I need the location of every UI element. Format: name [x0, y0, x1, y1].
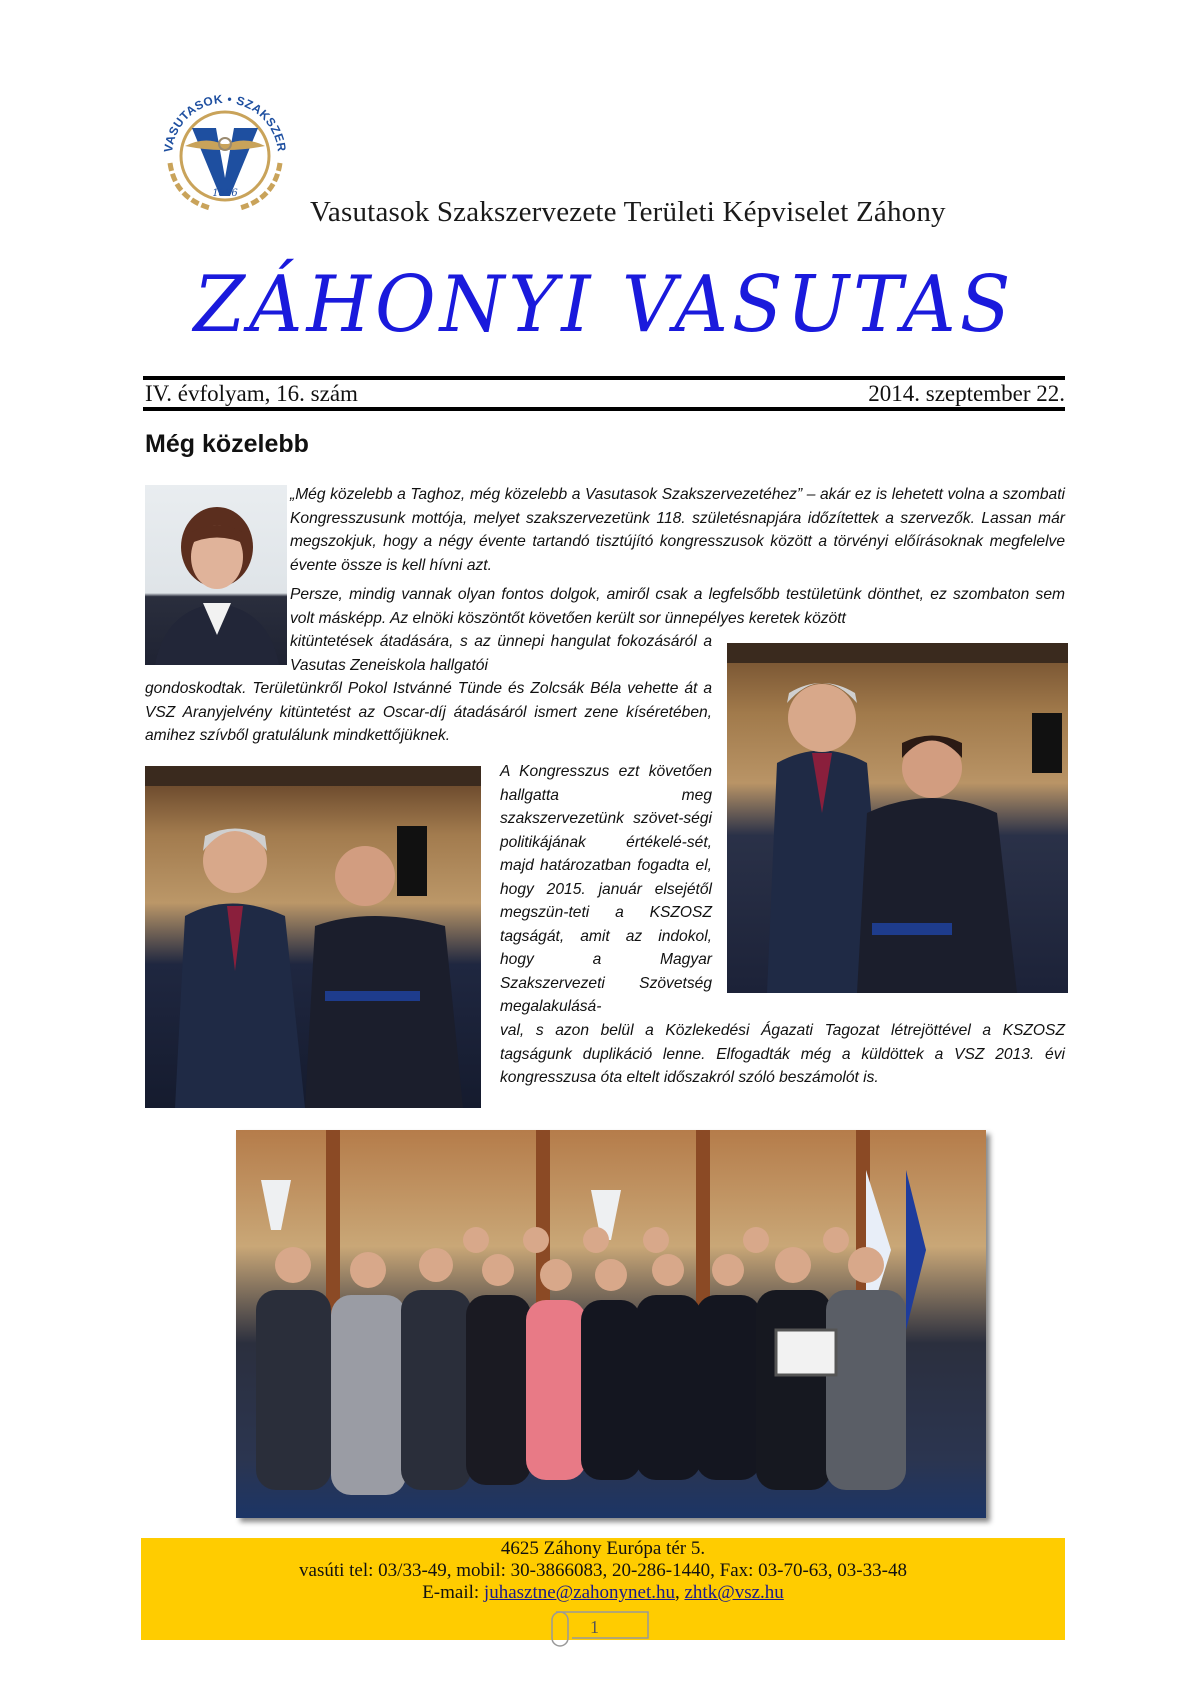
article-paragraph-2-end: gondoskodtak. Területünkről Pokol Istvánné Tünde és Zolcsák Béla vehette át a VSZ Aranyjelvény kitüntetést az Oscar-díj átadásáról ismert zene kíséretében, amihez szívből gratulálunk mindkettőjüknek. [145, 680, 712, 744]
footer-phones: vasúti tel: 03/33-49, mobil: 30-3866083, 20-286-1440, Fax: 03-70-63, 03-33-48 [299, 1560, 907, 1581]
article-paragraph-1: „Még közelebb a Taghoz, még közelebb a Vasutasok Szakszervezetéhez” – akár ez is lehetett volna a szombati Kongresszusunk mottója, melyet szakszervezetünk 118. születésnapjára időzítettek a szervezők. Lassan már megszokjuk, hogy a négy évente tartandó tisztújító kongresszusok között a törvényi előírásoknak megfelelve évente össze is kell hívni azt. [290, 486, 1065, 574]
organization-name: Vasutasok Szakszervezete Területi Képviselet Záhony [310, 196, 946, 228]
article-title: Még közelebb [145, 430, 309, 458]
issue-number: IV. évfolyam, 16. szám [145, 381, 358, 406]
group-photo-figures [236, 1130, 986, 1518]
union-logo-emblem [150, 78, 300, 218]
header-rule-bottom [143, 407, 1065, 411]
article-paragraph-2: Persze, mindig vannak olyan fontos dolgok, amiről csak a legfelsőbb testületünk dönthet, ez szombaton sem volt másképp. Az elnöki köszöntőt követően került sor ünnepélyes keretek között [290, 586, 1065, 627]
page-number-scroll-icon [548, 1608, 654, 1648]
portrait-figure [145, 485, 287, 665]
award-photo-right [727, 643, 1068, 993]
article-paragraph-2-cont: kitüntetések átadására, s az ünnepi hangulat fokozásáról a Vasutas Zeneiskola hallgatói [290, 633, 712, 674]
page-number: 1 [590, 1617, 599, 1637]
logo-year: 1896 [212, 188, 238, 199]
email-link-zhtk[interactable]: zhtk@vsz.hu [684, 1582, 784, 1603]
award-photo-left-figures [145, 766, 481, 1108]
masthead-title: ZÁHONYI VASUTAS [193, 259, 1015, 351]
issue-date: 2014. szeptember 22. [868, 381, 1065, 406]
union-logo [150, 78, 300, 218]
group-photo [236, 1130, 986, 1518]
footer-email-line [141, 1582, 1065, 1604]
article-paragraph-3: A Kongresszus ezt követően hallgatta meg szakszervezetünk szövet-ségi politikájának értékelé-sét, majd határozatban fogadta el, hogy 2015. január elsejétől megszün-teti a KSZOSZ tagságát, amit az indokol, hogy a Magyar Szakszervezeti Szövetség megalakulásá- [500, 763, 712, 1015]
svg-text:VASUTASOK • SZAKSZERVEZETE: VASUTASOK • SZAKSZER [161, 91, 289, 154]
footer-email-separator: , [675, 1582, 680, 1603]
portrait-photo [145, 485, 287, 665]
award-photo-left [145, 766, 481, 1108]
article-paragraph-3-cont: val, s azon belül a Közlekedési Ágazati Tagozat létrejöttével a KSZOSZ tagságunk duplikáció lenne. Elfogadták még a küldöttek a VSZ 2013. évi kongresszusa óta eltelt időszakról szóló beszámolót is. [500, 1022, 1065, 1086]
award-photo-right-figures [727, 643, 1068, 993]
email-link-juhasztne[interactable]: juhasztne@zahonynet.hu [483, 1582, 675, 1603]
footer-address: 4625 Záhony Európa tér 5. [500, 1538, 706, 1559]
header-rule-top [143, 376, 1065, 380]
footer-email-label: E-mail: [422, 1582, 480, 1603]
